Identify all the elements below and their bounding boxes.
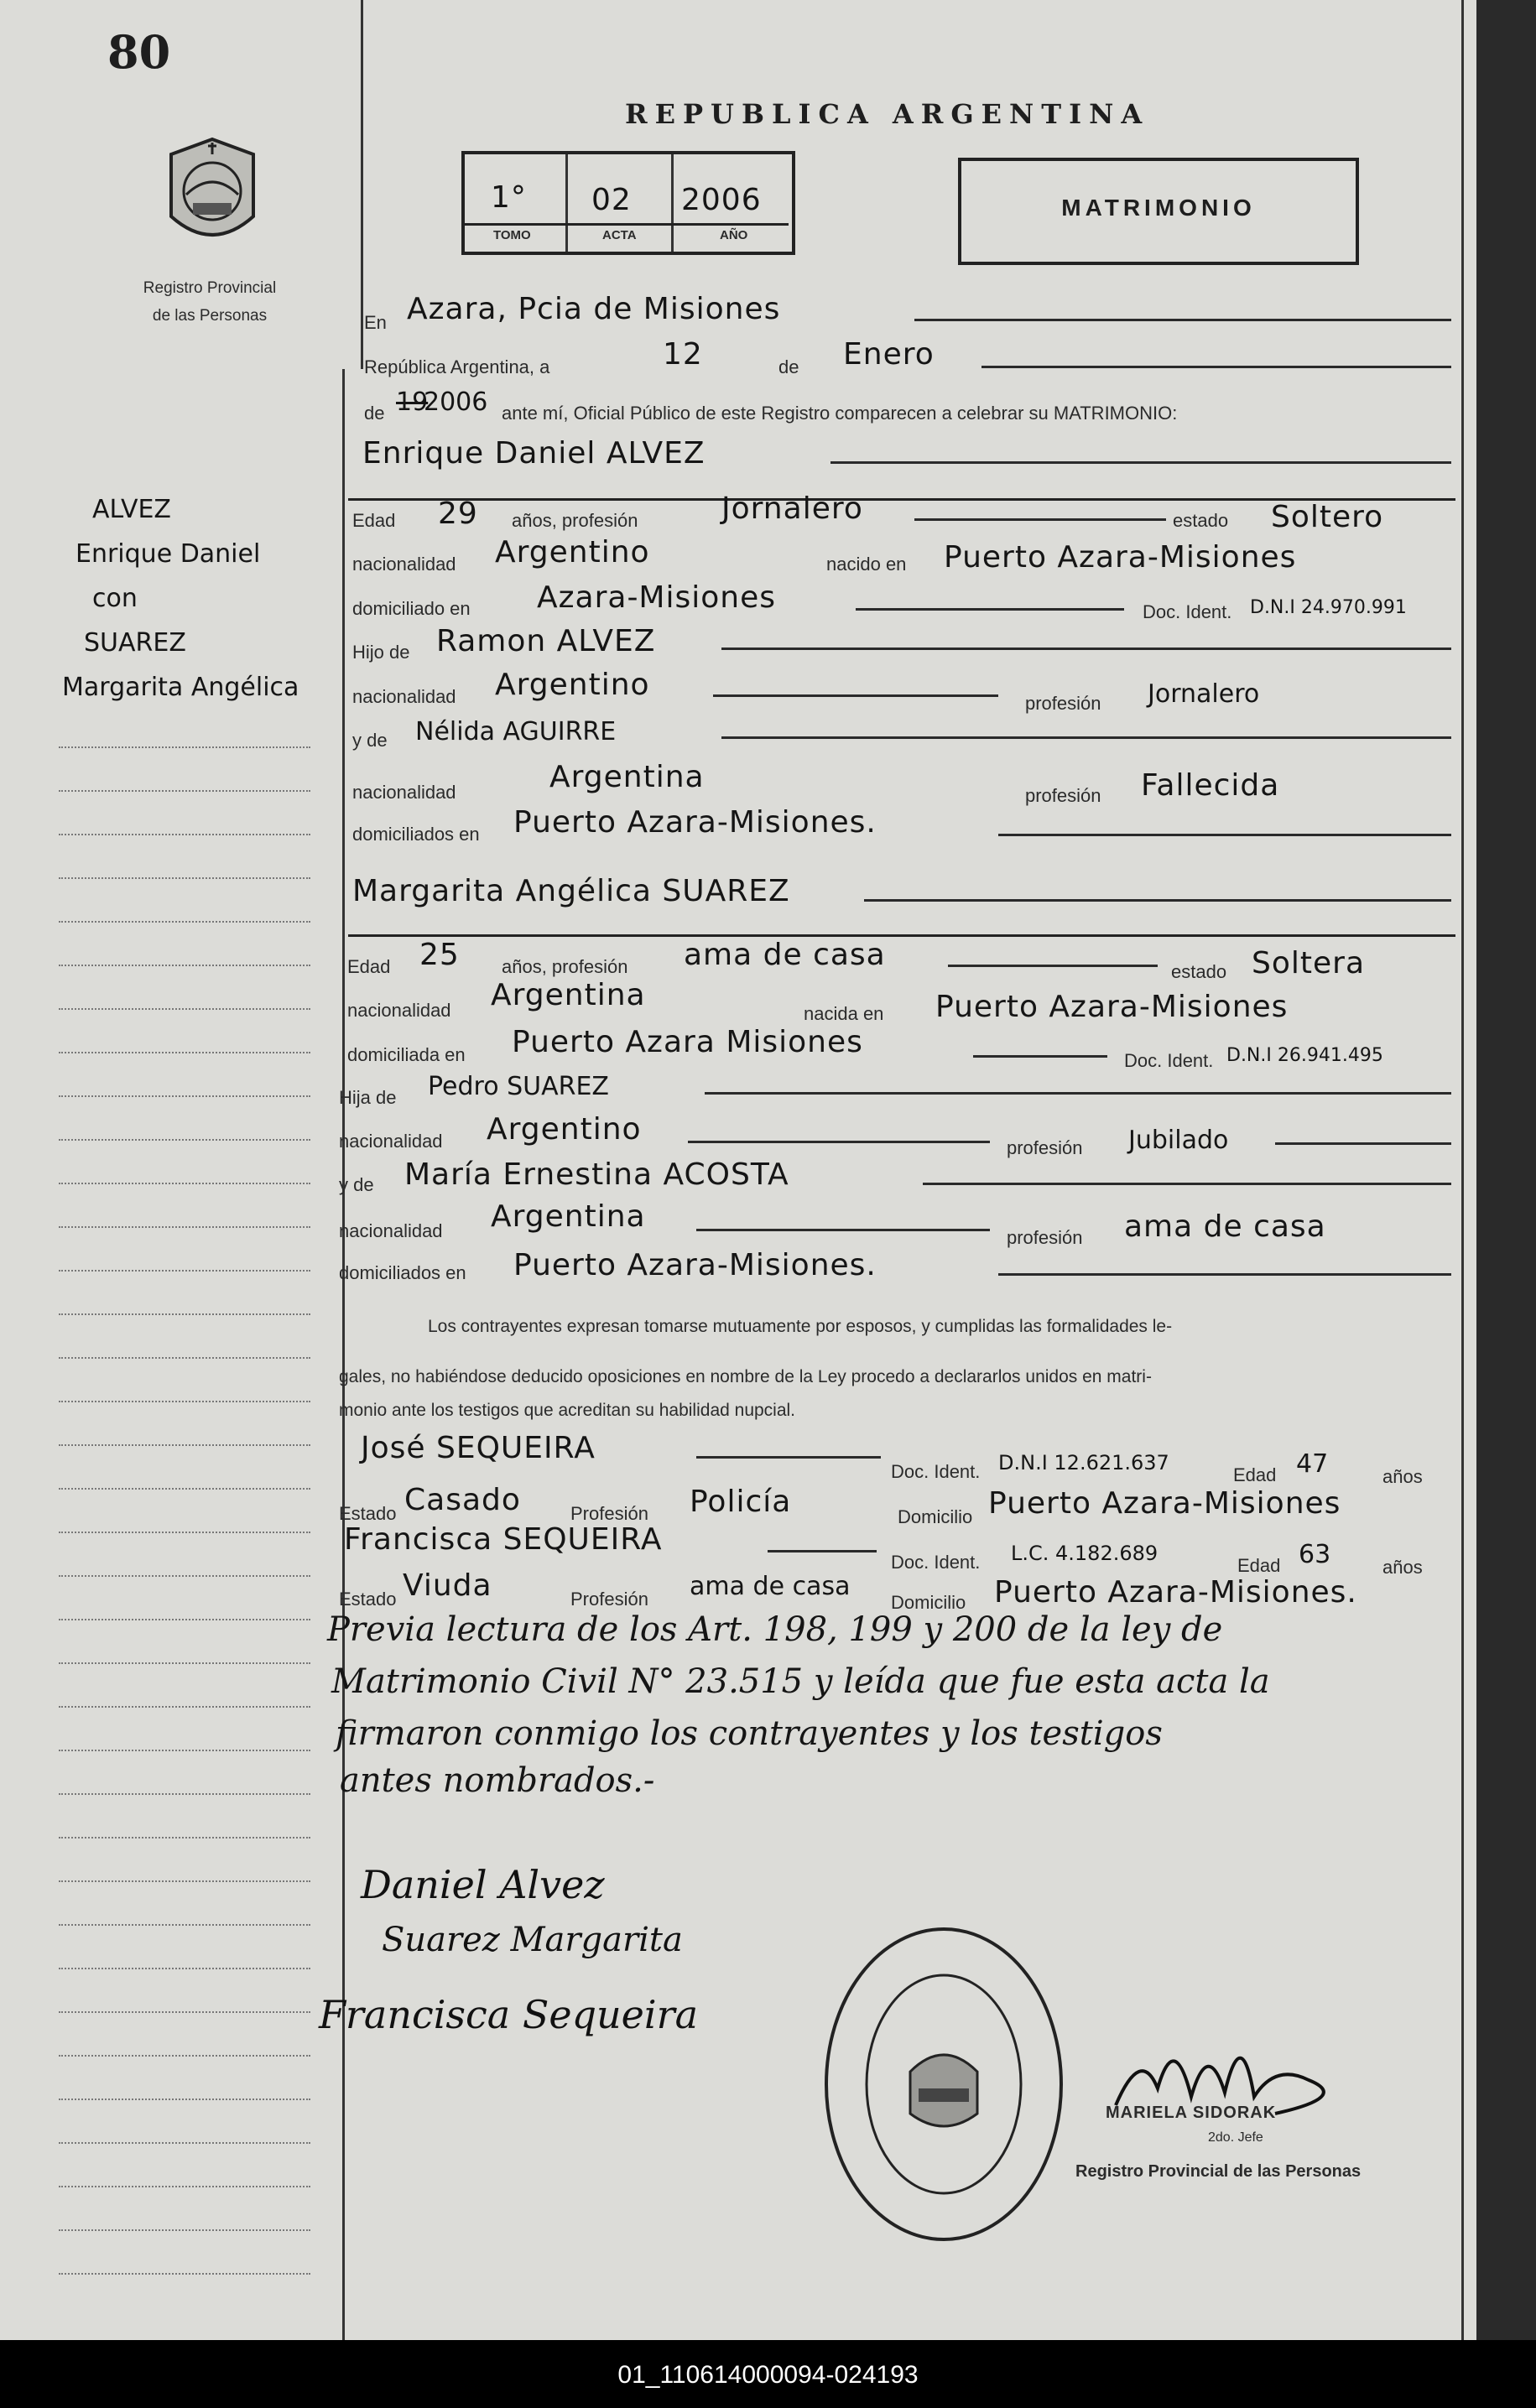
label-edad: Edad	[352, 510, 396, 531]
bride-domicile: Puerto Azara Misiones	[512, 1025, 863, 1059]
label-en: En	[364, 312, 387, 333]
margin-ruled-line	[59, 1226, 310, 1228]
label-doc-ident: Doc. Ident.	[1124, 1050, 1214, 1071]
closing-line1: Previa lectura de los Art. 198, 199 y 200 de la ley de	[327, 1610, 1223, 1649]
scan-border	[1476, 0, 1536, 2340]
margin-ruled-line	[59, 1706, 310, 1708]
margin-ruled-line	[59, 1793, 310, 1795]
label-domiciliada-en: domiciliada en	[347, 1044, 466, 1065]
groom-father: Ramon ALVEZ	[436, 624, 656, 658]
date-month: Enero	[843, 337, 935, 372]
right-column-rule	[1461, 0, 1464, 2340]
margin-ruled-line	[59, 1401, 310, 1402]
provincial-seal-icon	[159, 136, 265, 255]
margin-ruled-line	[59, 2055, 310, 2057]
margin-surname-bride: SUAREZ	[84, 628, 186, 658]
label-estado: estado	[1171, 961, 1227, 982]
groom-doc: D.N.I 24.970.991	[1250, 597, 1407, 618]
fill-line	[998, 1273, 1451, 1276]
margin-ruled-line	[59, 1662, 310, 1664]
label-nacida-en: nacida en	[804, 1003, 884, 1024]
label-estado-cap: Estado	[339, 1503, 397, 1524]
label-nacionalidad: nacionalidad	[339, 1220, 443, 1241]
bride-father-profession: Jubilado	[1128, 1126, 1229, 1155]
groom-mother-nationality: Argentina	[549, 760, 705, 794]
bride-nationality: Argentina	[491, 978, 646, 1012]
groom-parents-domicile: Puerto Azara-Misiones.	[513, 805, 877, 840]
date-year: 2006	[424, 387, 488, 417]
label-de-month: de	[778, 356, 799, 377]
fill-line	[696, 1456, 881, 1459]
fill-line	[973, 1055, 1107, 1058]
margin-ruled-line	[59, 1270, 310, 1272]
label-republica: República Argentina, a	[364, 356, 550, 377]
label-nacido-en: nacido en	[826, 554, 907, 575]
margin-ruled-line	[59, 1052, 310, 1053]
fill-line	[923, 1183, 1451, 1185]
label-domiciliados-en: domiciliados en	[352, 824, 480, 845]
left-column-rule-lower	[342, 369, 345, 2340]
margin-ruled-line	[59, 1968, 310, 1969]
statement-line2: gales, no habiéndose deducido oposiciones en nombre de la Ley procedo a declararlos unidos en matri-	[339, 1367, 1152, 1386]
fill-line	[856, 608, 1124, 611]
groom-profession: Jornalero	[721, 491, 863, 526]
bride-mother-nationality: Argentina	[491, 1199, 646, 1234]
fill-line	[914, 518, 1166, 521]
groom-name: Enrique Daniel ALVEZ	[362, 436, 706, 471]
margin-ruled-line	[59, 1313, 310, 1315]
label-anos-profesion: años, profesión	[502, 956, 628, 977]
label-nacionalidad: nacionalidad	[347, 1000, 451, 1021]
margin-ruled-line	[59, 877, 310, 879]
margin-con: con	[92, 584, 138, 613]
label-edad: Edad	[1237, 1555, 1281, 1576]
witness1-civil-status: Casado	[404, 1483, 521, 1517]
label-profesion: profesión	[1007, 1227, 1083, 1248]
witness2-age: 63	[1299, 1540, 1331, 1569]
groom-mother-profession: Fallecida	[1141, 768, 1280, 803]
witness2-doc: L.C. 4.182.689	[1011, 1542, 1159, 1565]
margin-ruled-line	[59, 2229, 310, 2231]
bride-profession: ama de casa	[684, 938, 886, 972]
page-number: 80	[107, 25, 171, 79]
box-divider	[671, 154, 674, 252]
groom-birthplace: Puerto Azara-Misiones	[944, 540, 1297, 575]
fill-line	[948, 965, 1158, 967]
fill-line	[688, 1141, 990, 1143]
label-de-year: de	[364, 403, 385, 424]
bride-birthplace: Puerto Azara-Misiones	[935, 990, 1289, 1024]
label-nacionalidad: nacionalidad	[339, 1131, 443, 1152]
witness2-name: Francisca SEQUEIRA	[344, 1522, 663, 1557]
fill-line	[1275, 1142, 1451, 1145]
fill-line	[721, 648, 1451, 650]
bride-father: Pedro SUAREZ	[428, 1072, 609, 1101]
label-nacionalidad: nacionalidad	[352, 554, 456, 575]
closing-line2: Matrimonio Civil N° 23.515 y leída que fue esta acta la	[331, 1662, 1270, 1701]
label-y-de: y de	[352, 730, 388, 751]
fill-line	[914, 319, 1451, 321]
margin-ruled-line	[59, 1924, 310, 1926]
margin-ruled-line	[59, 1008, 310, 1010]
groom-nationality: Argentino	[495, 535, 650, 569]
ano-value: 2006	[681, 183, 762, 217]
margin-ruled-line	[59, 1095, 310, 1097]
witness1-age: 47	[1296, 1449, 1329, 1479]
officer-office: Registro Provincial de las Personas	[1075, 2162, 1362, 2181]
groom-civil-status: Soltero	[1271, 500, 1384, 534]
statement-line3: monio ante los testigos que acreditan su habilidad nupcial.	[339, 1401, 796, 1420]
groom-father-nationality: Argentino	[495, 668, 650, 702]
label-anos-profesion: años, profesión	[512, 510, 638, 531]
bride-father-nationality: Argentino	[487, 1112, 642, 1147]
margin-ruled-line	[59, 834, 310, 835]
act-type-label: MATRIMONIO	[1061, 195, 1256, 221]
margin-surname-groom: ALVEZ	[92, 495, 171, 524]
label-domiciliado-en: domiciliado en	[352, 598, 471, 619]
fill-line	[981, 366, 1451, 368]
label-nacionalidad: nacionalidad	[352, 686, 456, 707]
witness2-civil-status: Viuda	[403, 1568, 492, 1603]
witness1-domicile: Puerto Azara-Misiones	[988, 1486, 1341, 1521]
box-rule	[465, 223, 789, 226]
bride-name: Margarita Angélica SUAREZ	[352, 874, 790, 908]
fill-line	[864, 899, 1451, 902]
signature-groom: Daniel Alvez	[361, 1862, 605, 1907]
witness1-name: José SEQUEIRA	[361, 1431, 596, 1465]
label-profesion: profesión	[1007, 1137, 1083, 1158]
label-y-de: y de	[339, 1174, 374, 1195]
bride-parents-domicile: Puerto Azara-Misiones.	[513, 1248, 877, 1282]
groom-mother: Nélida AGUIRRE	[415, 717, 617, 746]
groom-father-profession: Jornalero	[1148, 679, 1260, 709]
bride-doc: D.N.I 26.941.495	[1226, 1045, 1383, 1066]
label-edad: Edad	[1233, 1464, 1277, 1485]
margin-ruled-line	[59, 1619, 310, 1620]
fill-line	[696, 1229, 990, 1231]
margin-ruled-line	[59, 1837, 310, 1839]
margin-ruled-line	[59, 965, 310, 966]
closing-line4: antes nombrados.-	[340, 1761, 655, 1800]
margin-ruled-line	[59, 1139, 310, 1141]
label-anos: años	[1382, 1557, 1423, 1578]
margin-ruled-line	[59, 1444, 310, 1446]
witness1-doc: D.N.I 12.621.637	[998, 1451, 1169, 1474]
left-column-rule	[361, 0, 363, 369]
groom-age: 29	[438, 497, 478, 531]
tomo-label: TOMO	[493, 228, 531, 242]
witness2-domicile: Puerto Azara-Misiones.	[994, 1575, 1357, 1610]
label-doc-ident: Doc. Ident.	[891, 1461, 981, 1482]
label-doc-ident: Doc. Ident.	[891, 1552, 981, 1573]
margin-ruled-line	[59, 1575, 310, 1577]
tomo-value: 1°	[491, 180, 527, 215]
label-profesion-cap: Profesión	[570, 1589, 648, 1610]
label-profesion: profesión	[1025, 693, 1101, 714]
label-edad: Edad	[347, 956, 391, 977]
margin-ruled-line	[59, 2142, 310, 2144]
fill-line	[705, 1092, 1451, 1095]
officer-title: 2do. Jefe	[1208, 2130, 1263, 2145]
country-title: REPUBLICA ARGENTINA	[625, 98, 1150, 130]
label-domicilio: Domicilio	[891, 1592, 966, 1613]
section-rule	[348, 934, 1455, 937]
signature-witness: Francisca Sequeira	[319, 1992, 699, 2037]
fill-line	[830, 461, 1451, 464]
registry-name-line2: de las Personas	[152, 307, 268, 325]
label-hijo-de: Hijo de	[352, 642, 410, 663]
margin-ruled-line	[59, 1357, 310, 1359]
acta-label: ACTA	[602, 228, 637, 242]
scan-id: 01_110614000094-024193	[617, 2361, 919, 2389]
fill-line	[713, 694, 998, 697]
fill-line	[768, 1550, 877, 1552]
margin-ruled-line	[59, 2099, 310, 2100]
margin-ruled-line	[59, 1750, 310, 1751]
margin-name-groom: Enrique Daniel	[75, 539, 261, 569]
label-domicilio: Domicilio	[898, 1506, 973, 1527]
bride-age: 25	[419, 938, 460, 972]
margin-ruled-line	[59, 1183, 310, 1184]
fill-line	[721, 736, 1451, 739]
bride-mother-profession: ama de casa	[1124, 1209, 1326, 1244]
fill-line	[998, 834, 1451, 836]
margin-ruled-line	[59, 921, 310, 923]
witness1-profession: Policía	[690, 1485, 792, 1519]
statement-line1: Los contrayentes expresan tomarse mutuamente por esposos, y cumplidas las formalidades le-	[428, 1317, 1173, 1336]
signature-bride: Suarez Margarita	[382, 1921, 683, 1959]
groom-domicile: Azara-Misiones	[537, 580, 777, 615]
margin-ruled-line	[59, 746, 310, 748]
year-crossed: 19	[396, 387, 429, 417]
label-anos: años	[1382, 1466, 1423, 1487]
place-city: Azara, Pcia de Misiones	[407, 292, 781, 326]
margin-ruled-line	[59, 1488, 310, 1490]
margin-ruled-line	[59, 790, 310, 792]
witness2-profession: ama de casa	[690, 1572, 851, 1601]
official-stamp-icon	[818, 1921, 1070, 2248]
label-estado-cap: Estado	[339, 1589, 397, 1610]
margin-ruled-line	[59, 1532, 310, 1533]
margin-ruled-line	[59, 2273, 310, 2275]
bride-civil-status: Soltera	[1252, 946, 1366, 980]
margin-ruled-line	[59, 2186, 310, 2187]
bride-mother: María Ernestina ACOSTA	[404, 1157, 789, 1192]
officer-name: MARIELA SIDORAK	[1106, 2104, 1277, 2122]
registry-name-line1: Registro Provincial	[143, 279, 277, 297]
ano-label: AÑO	[720, 228, 748, 242]
acta-value: 02	[591, 183, 632, 217]
margin-name-bride: Margarita Angélica	[62, 673, 299, 702]
label-profesion-cap: Profesión	[570, 1503, 648, 1524]
closing-line3: firmaron conmigo los contrayentes y los testigos	[336, 1714, 1163, 1753]
margin-ruled-line	[59, 1880, 310, 1882]
label-profesion: profesión	[1025, 785, 1101, 806]
label-nacionalidad: nacionalidad	[352, 782, 456, 803]
margin-ruled-line	[59, 2011, 310, 2013]
box-divider	[565, 154, 568, 252]
label-domiciliados-en: domiciliados en	[339, 1262, 466, 1283]
label-estado: estado	[1173, 510, 1229, 531]
label-doc-ident: Doc. Ident.	[1143, 601, 1232, 622]
label-hija-de: Hija de	[339, 1087, 397, 1108]
label-comparecen: ante mí, Oficial Público de este Registro comparecen a celebrar su MATRIMONIO:	[502, 403, 1178, 424]
date-day: 12	[663, 337, 703, 372]
